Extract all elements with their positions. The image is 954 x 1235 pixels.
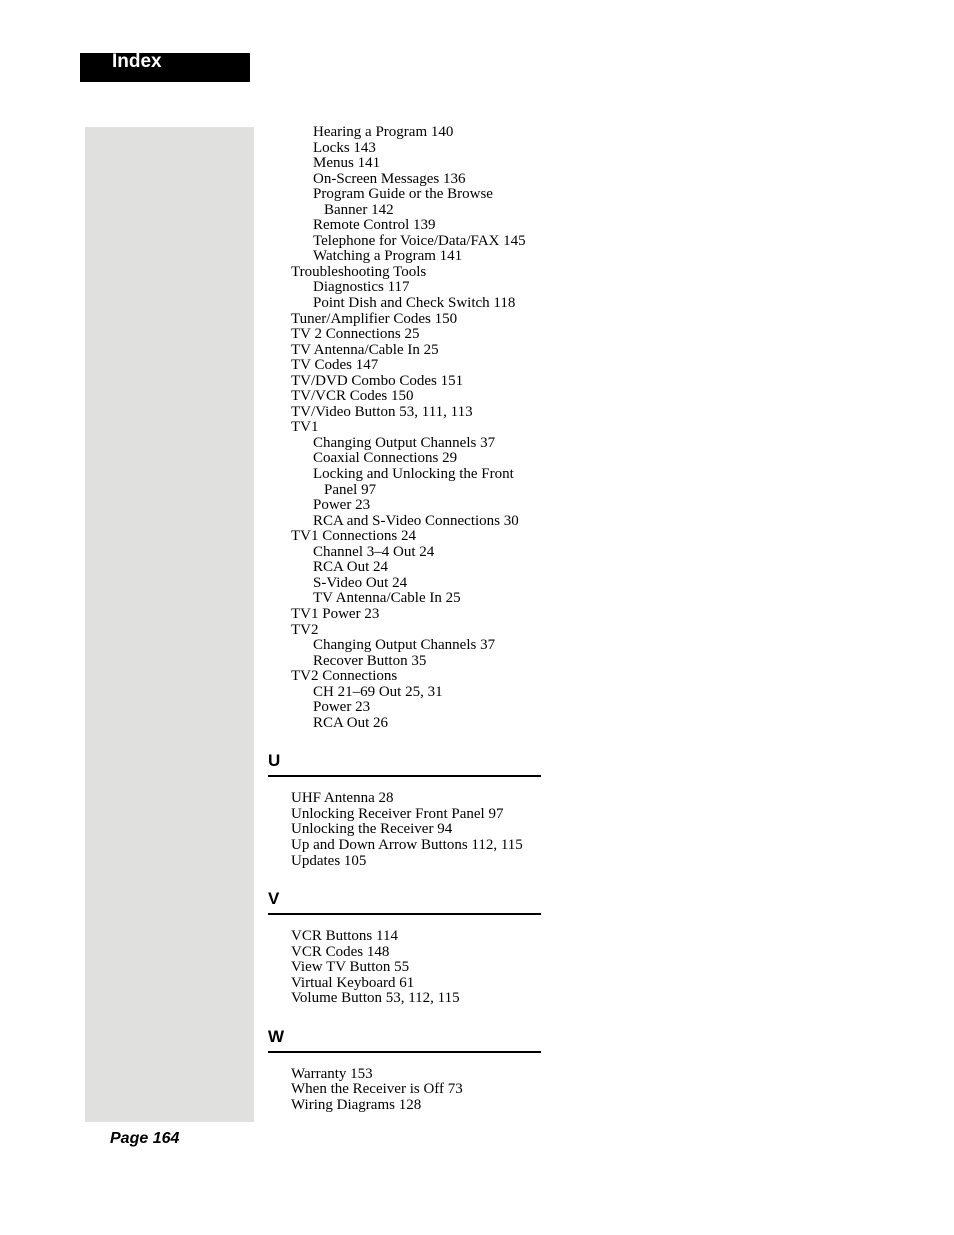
index-entry: VCR Buttons 114 bbox=[291, 928, 398, 945]
index-entry: TV/VCR Codes 150 bbox=[291, 388, 414, 405]
index-entry: Updates 105 bbox=[291, 852, 367, 869]
index-section-v bbox=[268, 889, 542, 1007]
index-entry: VCR Codes 148 bbox=[291, 943, 390, 960]
index-entry: S-Video Out 24 bbox=[313, 574, 408, 591]
index-entry: Telephone for Voice/Data/FAX 145 bbox=[313, 232, 526, 249]
index-entry: UHF Antenna 28 bbox=[291, 790, 394, 807]
index-entry: When the Receiver is Off 73 bbox=[291, 1081, 463, 1098]
sidebar-panel bbox=[85, 127, 254, 1122]
index-entry: Troubleshooting Tools bbox=[291, 263, 427, 280]
index-entry: Unlocking Receiver Front Panel 97 bbox=[291, 805, 504, 822]
index-entry: TV Codes 147 bbox=[291, 357, 379, 374]
index-entry: Up and Down Arrow Buttons 112, 115 bbox=[291, 836, 523, 853]
index-entry: TV/DVD Combo Codes 151 bbox=[291, 372, 464, 389]
index-entry: View TV Button 55 bbox=[291, 959, 410, 976]
index-entry: TV2 bbox=[291, 621, 319, 638]
index-entry: Changing Output Channels 37 bbox=[313, 434, 496, 451]
index-entry: TV/Video Button 53, 111, 113 bbox=[291, 403, 473, 420]
section-entries bbox=[268, 791, 542, 869]
index-entry: RCA Out 24 bbox=[313, 559, 389, 576]
index-entry: RCA and S-Video Connections 30 bbox=[313, 512, 519, 529]
section-letter: U bbox=[268, 751, 281, 771]
index-section-u bbox=[268, 751, 542, 869]
index-entry: Locking and Unlocking the Front bbox=[313, 466, 514, 483]
index-entry: Recover Button 35 bbox=[313, 652, 427, 669]
index-entry: Virtual Keyboard 61 bbox=[291, 974, 415, 991]
index-entry: Channel 3–4 Out 24 bbox=[313, 543, 435, 560]
index-entry: Remote Control 139 bbox=[313, 217, 436, 234]
section-divider bbox=[268, 1051, 541, 1053]
index-entry: Watching a Program 141 bbox=[313, 248, 463, 265]
page-title: Index bbox=[112, 51, 162, 72]
index-entry: CH 21–69 Out 25, 31 bbox=[313, 683, 443, 700]
section-divider bbox=[268, 913, 541, 915]
index-entry: TV Antenna/Cable In 25 bbox=[313, 590, 461, 607]
section-letter: V bbox=[268, 889, 280, 909]
index-entry: TV1 Power 23 bbox=[291, 605, 380, 622]
index-entry: Power 23 bbox=[313, 497, 371, 514]
index-entry: Wiring Diagrams 128 bbox=[291, 1096, 422, 1113]
index-entry: Unlocking the Receiver 94 bbox=[291, 821, 453, 838]
section-entries bbox=[268, 929, 542, 1007]
index-entry: Coaxial Connections 29 bbox=[313, 450, 458, 467]
index-column bbox=[268, 125, 542, 1113]
index-entry: TV1 Connections 24 bbox=[291, 528, 416, 545]
index-entry: TV 2 Connections 25 bbox=[291, 326, 420, 343]
index-entry: Banner 142 bbox=[324, 201, 394, 218]
index-entry: Warranty 153 bbox=[291, 1065, 373, 1082]
section-entries bbox=[268, 1067, 542, 1114]
section-divider bbox=[268, 775, 541, 777]
index-entry: Panel 97 bbox=[324, 481, 377, 498]
index-entry: Volume Button 53, 112, 115 bbox=[291, 990, 460, 1007]
header-bar bbox=[80, 53, 250, 82]
index-entry: Hearing a Program 140 bbox=[313, 124, 454, 140]
index-entry: TV2 Connections bbox=[291, 668, 398, 685]
index-entry: RCA Out 26 bbox=[313, 714, 389, 731]
section-letter: W bbox=[268, 1026, 285, 1046]
index-section-w bbox=[268, 1027, 542, 1114]
index-entry: Diagnostics 117 bbox=[313, 279, 410, 296]
index-entry: On-Screen Messages 136 bbox=[313, 170, 466, 187]
index-entry: Program Guide or the Browse bbox=[313, 186, 493, 203]
index-entry: Power 23 bbox=[313, 699, 371, 716]
page-number: Page 164 bbox=[110, 1130, 180, 1147]
index-entry: Locks 143 bbox=[313, 139, 376, 156]
index-entry: TV Antenna/Cable In 25 bbox=[291, 341, 439, 358]
index-entry: Changing Output Channels 37 bbox=[313, 637, 496, 654]
index-entry: Menus 141 bbox=[313, 155, 381, 172]
index-entry: TV1 bbox=[291, 419, 319, 436]
index-entry: Point Dish and Check Switch 118 bbox=[313, 295, 516, 312]
index-entry: Tuner/Amplifier Codes 150 bbox=[291, 310, 458, 327]
